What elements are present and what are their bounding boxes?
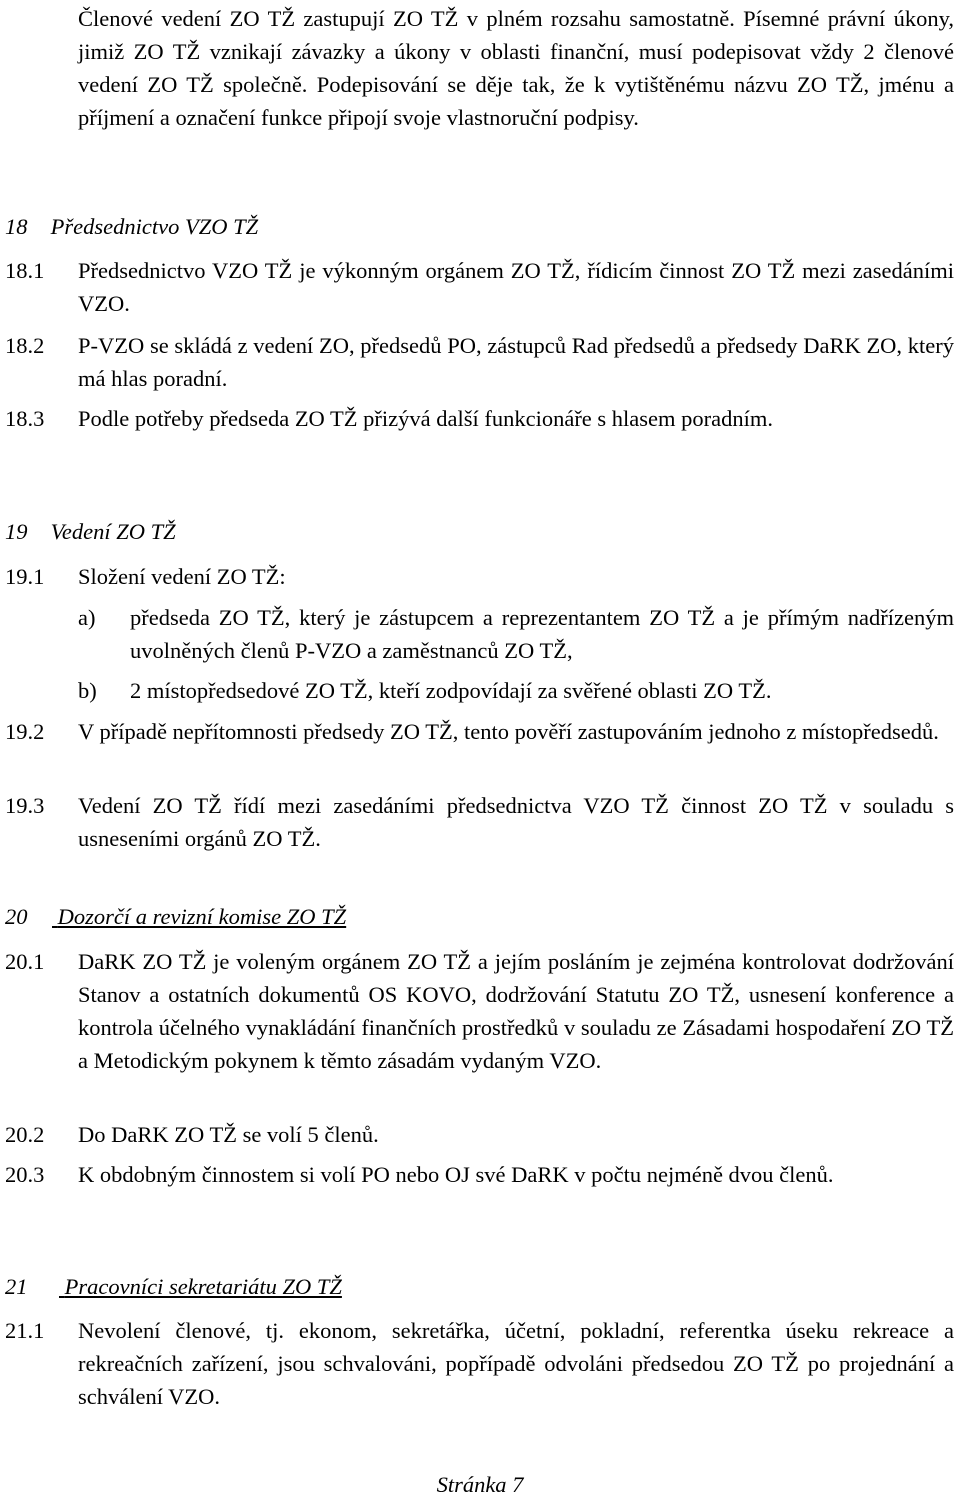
item-text: Předsednictvo VZO TŽ je výkonným orgánem ZO TŽ, řídicím činnost ZO TŽ mezi zasedáními VZO.	[78, 258, 954, 316]
item-text: Složení vedení ZO TŽ:	[78, 564, 286, 589]
section-title: Pracovníci sekretariátu ZO TŽ	[64, 1274, 342, 1299]
section-title: Předsednictvo VZO TŽ	[50, 214, 259, 239]
list-item	[5, 1314, 954, 1413]
section-heading-21	[5, 1274, 342, 1300]
item-text: DaRK ZO TŽ je voleným orgánem ZO TŽ a jejím posláním je zejména kontrolovat dodržování Stanov a ostatních dokumentů OS KOVO, dodržování Statutu ZO TŽ, usnesení konference a kontrola účelného vynakládání finančních prostředků v souladu ze Zásadami hospodaření ZO TŽ a Metodickým pokynem k těmto zásadám vydaným VZO.	[78, 949, 954, 1073]
section-number: 19	[5, 519, 28, 544]
item-number: 18.2	[5, 333, 45, 358]
item-text: Podle potřeby předseda ZO TŽ přizývá další funkcionáře s hlasem poradním.	[78, 406, 774, 431]
list-item	[5, 1118, 954, 1151]
item-number: 18.1	[5, 258, 45, 283]
list-item	[5, 254, 954, 320]
item-number: 20.2	[5, 1122, 45, 1147]
subitem-letter: a)	[78, 605, 96, 630]
item-number: 20.3	[5, 1162, 45, 1187]
list-item	[5, 560, 954, 593]
section-number: 21	[5, 1274, 28, 1299]
item-number: 19.1	[5, 564, 45, 589]
item-number: 19.3	[5, 793, 45, 818]
item-number: 19.2	[5, 719, 45, 744]
list-item	[5, 715, 954, 748]
item-number: 20.1	[5, 949, 45, 974]
item-text: P-VZO se skládá z vedení ZO, předsedů PO, zástupců Rad předsedů a předsedy DaRK ZO, který má hlas poradní.	[78, 333, 954, 391]
section-number: 18	[5, 214, 28, 239]
item-number: 21.1	[5, 1318, 45, 1343]
section-heading-19	[5, 519, 176, 545]
item-text: Nevolení členové, tj. ekonom, sekretářka, účetní, pokladní, referentka úseku rekreace a rekreačních zařízení, jsou schvalováni, popřípadě odvoláni předsedou ZO TŽ po projednání a schválení VZO.	[78, 1318, 954, 1409]
list-subitem	[78, 601, 954, 667]
section-title: Vedení ZO TŽ	[50, 519, 176, 544]
page-number: Stránka 7	[436, 1472, 524, 1497]
list-item	[5, 1158, 954, 1191]
subitem-text: 2 místopředsedové ZO TŽ, kteří zodpovídají za svěřené oblasti ZO TŽ.	[130, 678, 772, 703]
section-heading-20	[5, 904, 346, 930]
list-item	[5, 329, 954, 395]
list-item	[5, 945, 954, 1077]
list-subitem	[78, 674, 954, 707]
item-text: Vedení ZO TŽ řídí mezi zasedáními předsednictva VZO TŽ činnost ZO TŽ v souladu s usneseními orgánů ZO TŽ.	[78, 793, 954, 851]
list-item	[5, 402, 954, 435]
section-number: 20	[5, 904, 28, 929]
item-text: K obdobným činnostem si volí PO nebo OJ své DaRK v počtu nejméně dvou členů.	[78, 1162, 834, 1187]
list-item	[5, 789, 954, 855]
item-text: V případě nepřítomnosti předsedy ZO TŽ, tento pověří zastupováním jednoho z místopředsedů.	[78, 719, 939, 744]
item-text: Do DaRK ZO TŽ se volí 5 členů.	[78, 1122, 379, 1147]
item-number: 18.3	[5, 406, 45, 431]
section-title: Dozorčí a revizní komise ZO TŽ	[57, 904, 347, 929]
intro-paragraph: Členové vedení ZO TŽ zastupují ZO TŽ v plném rozsahu samostatně. Písemné právní úkony, jimiž ZO TŽ vznikají závazky a úkony v oblasti finanční, musí podepisovat vždy 2 členové vedení ZO TŽ společně. Podepisování se děje tak, že k vytištěnému názvu ZO TŽ, jménu a příjmení a označení funkce připojí svoje vlastnoruční podpisy.	[78, 6, 954, 130]
subitem-letter: b)	[78, 678, 97, 703]
section-heading-18	[5, 214, 258, 240]
subitem-text: předseda ZO TŽ, který je zástupcem a reprezentantem ZO TŽ a je přímým nadřízeným uvolněných členů P-VZO a zaměstnanců ZO TŽ,	[130, 605, 954, 663]
